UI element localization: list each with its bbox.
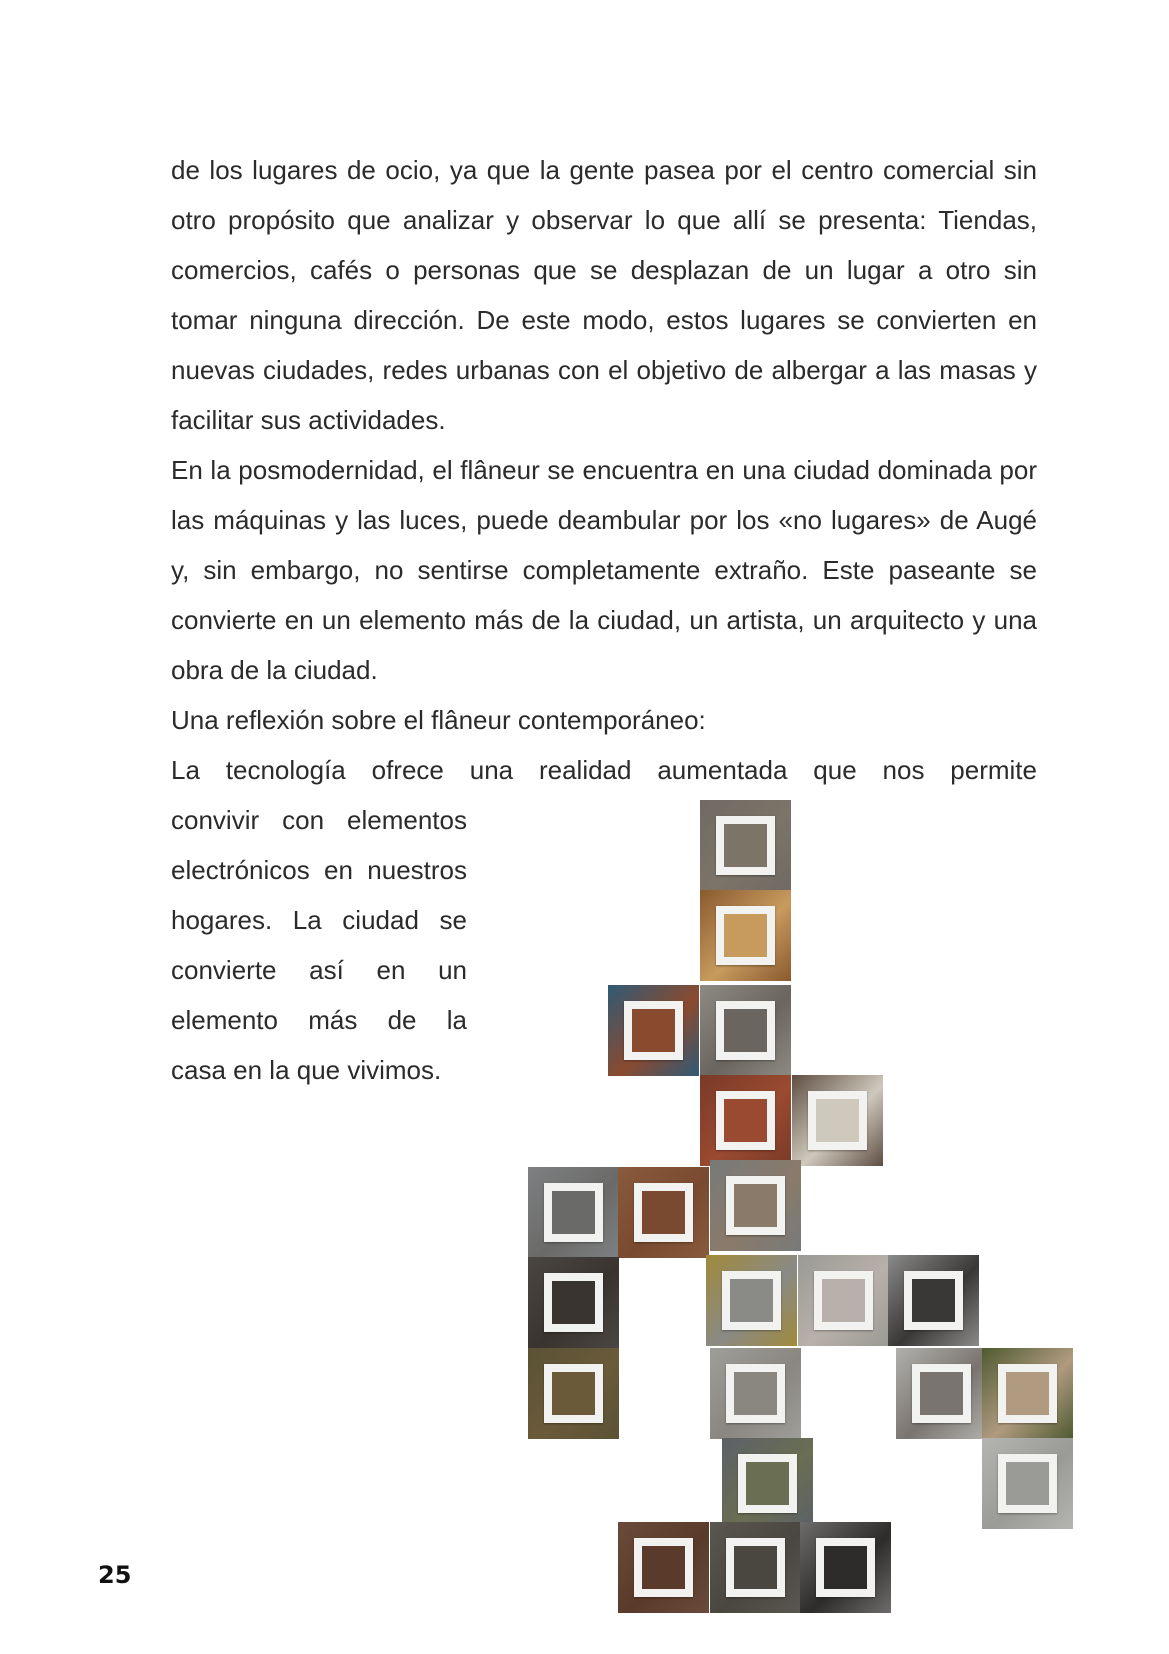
white-frame bbox=[544, 1183, 603, 1242]
collage-photo bbox=[700, 800, 791, 891]
white-frame bbox=[998, 1454, 1057, 1513]
collage-photo bbox=[618, 1167, 709, 1258]
paragraph-1: de los lugares de ocio, ya que la gente pasea por el centro comercial sin otro propósito que analizar y observar lo que allí se presenta: Tiendas, comercios, cafés o personas que se desplazan de un lugar a otro sin tomar ninguna dirección. De este modo, estos lugares se convierten en nuevas ciudades, redes urbanas con el objetivo de albergar a las masas y facilitar sus actividades. bbox=[171, 155, 1037, 435]
white-frame bbox=[716, 906, 775, 965]
white-frame bbox=[738, 1454, 797, 1513]
collage-photo bbox=[710, 1160, 801, 1251]
narrow-column-text bbox=[171, 795, 467, 1095]
white-frame bbox=[808, 1091, 867, 1150]
collage-photo bbox=[706, 1255, 797, 1346]
body-text bbox=[171, 145, 1037, 795]
collage-photo bbox=[710, 1348, 801, 1439]
white-frame bbox=[814, 1271, 873, 1330]
white-frame bbox=[904, 1271, 963, 1330]
white-frame bbox=[716, 816, 775, 875]
collage-photo bbox=[710, 1522, 801, 1613]
collage-photo bbox=[700, 985, 791, 1076]
paragraph-4: La tecnología ofrece una realidad aumentada que nos permite bbox=[171, 755, 1037, 785]
collage-photo bbox=[618, 1522, 709, 1613]
collage-photo bbox=[528, 1257, 619, 1348]
collage-photo bbox=[896, 1348, 987, 1439]
white-frame bbox=[624, 1001, 683, 1060]
collage-photo bbox=[798, 1255, 889, 1346]
white-frame bbox=[544, 1273, 603, 1332]
paragraph-2: En la posmodernidad, el flâneur se encuentra en una ciudad dominada por las máquinas y las luces, puede deambular por los «no lugares» de Augé y, sin embargo, no sentirse completamente extraño. Este paseante se convierte en un elemento más de la ciudad, un artista, un arquitecto y una obra de la ciudad. bbox=[171, 455, 1037, 685]
white-frame bbox=[716, 1001, 775, 1060]
narrow-text-last: casa en la que vivimos. bbox=[171, 1055, 442, 1085]
collage-photo bbox=[528, 1167, 619, 1258]
white-frame bbox=[726, 1538, 785, 1597]
white-frame bbox=[634, 1183, 693, 1242]
narrow-text: convivir con elementos electrónicos en nuestros hogares. La ciudad se convierte así en un elemento más de la bbox=[171, 805, 467, 1035]
white-frame bbox=[544, 1364, 603, 1423]
paragraph-3: Una reflexión sobre el flâneur contemporáneo: bbox=[171, 705, 706, 735]
collage-photo bbox=[982, 1438, 1073, 1529]
collage-photo bbox=[528, 1348, 619, 1439]
white-frame bbox=[634, 1538, 693, 1597]
collage-photo bbox=[722, 1438, 813, 1529]
white-frame bbox=[722, 1271, 781, 1330]
collage-photo bbox=[700, 1075, 791, 1166]
collage-photo bbox=[700, 890, 791, 981]
collage-photo bbox=[800, 1522, 891, 1613]
white-frame bbox=[716, 1091, 775, 1150]
page-number: 25 bbox=[98, 1561, 132, 1589]
white-frame bbox=[816, 1538, 875, 1597]
white-frame bbox=[726, 1176, 785, 1235]
collage-photo bbox=[608, 985, 699, 1076]
collage-photo bbox=[888, 1255, 979, 1346]
collage-photo bbox=[982, 1348, 1073, 1439]
white-frame bbox=[912, 1364, 971, 1423]
white-frame bbox=[726, 1364, 785, 1423]
collage-photo bbox=[792, 1075, 883, 1166]
white-frame bbox=[998, 1364, 1057, 1423]
